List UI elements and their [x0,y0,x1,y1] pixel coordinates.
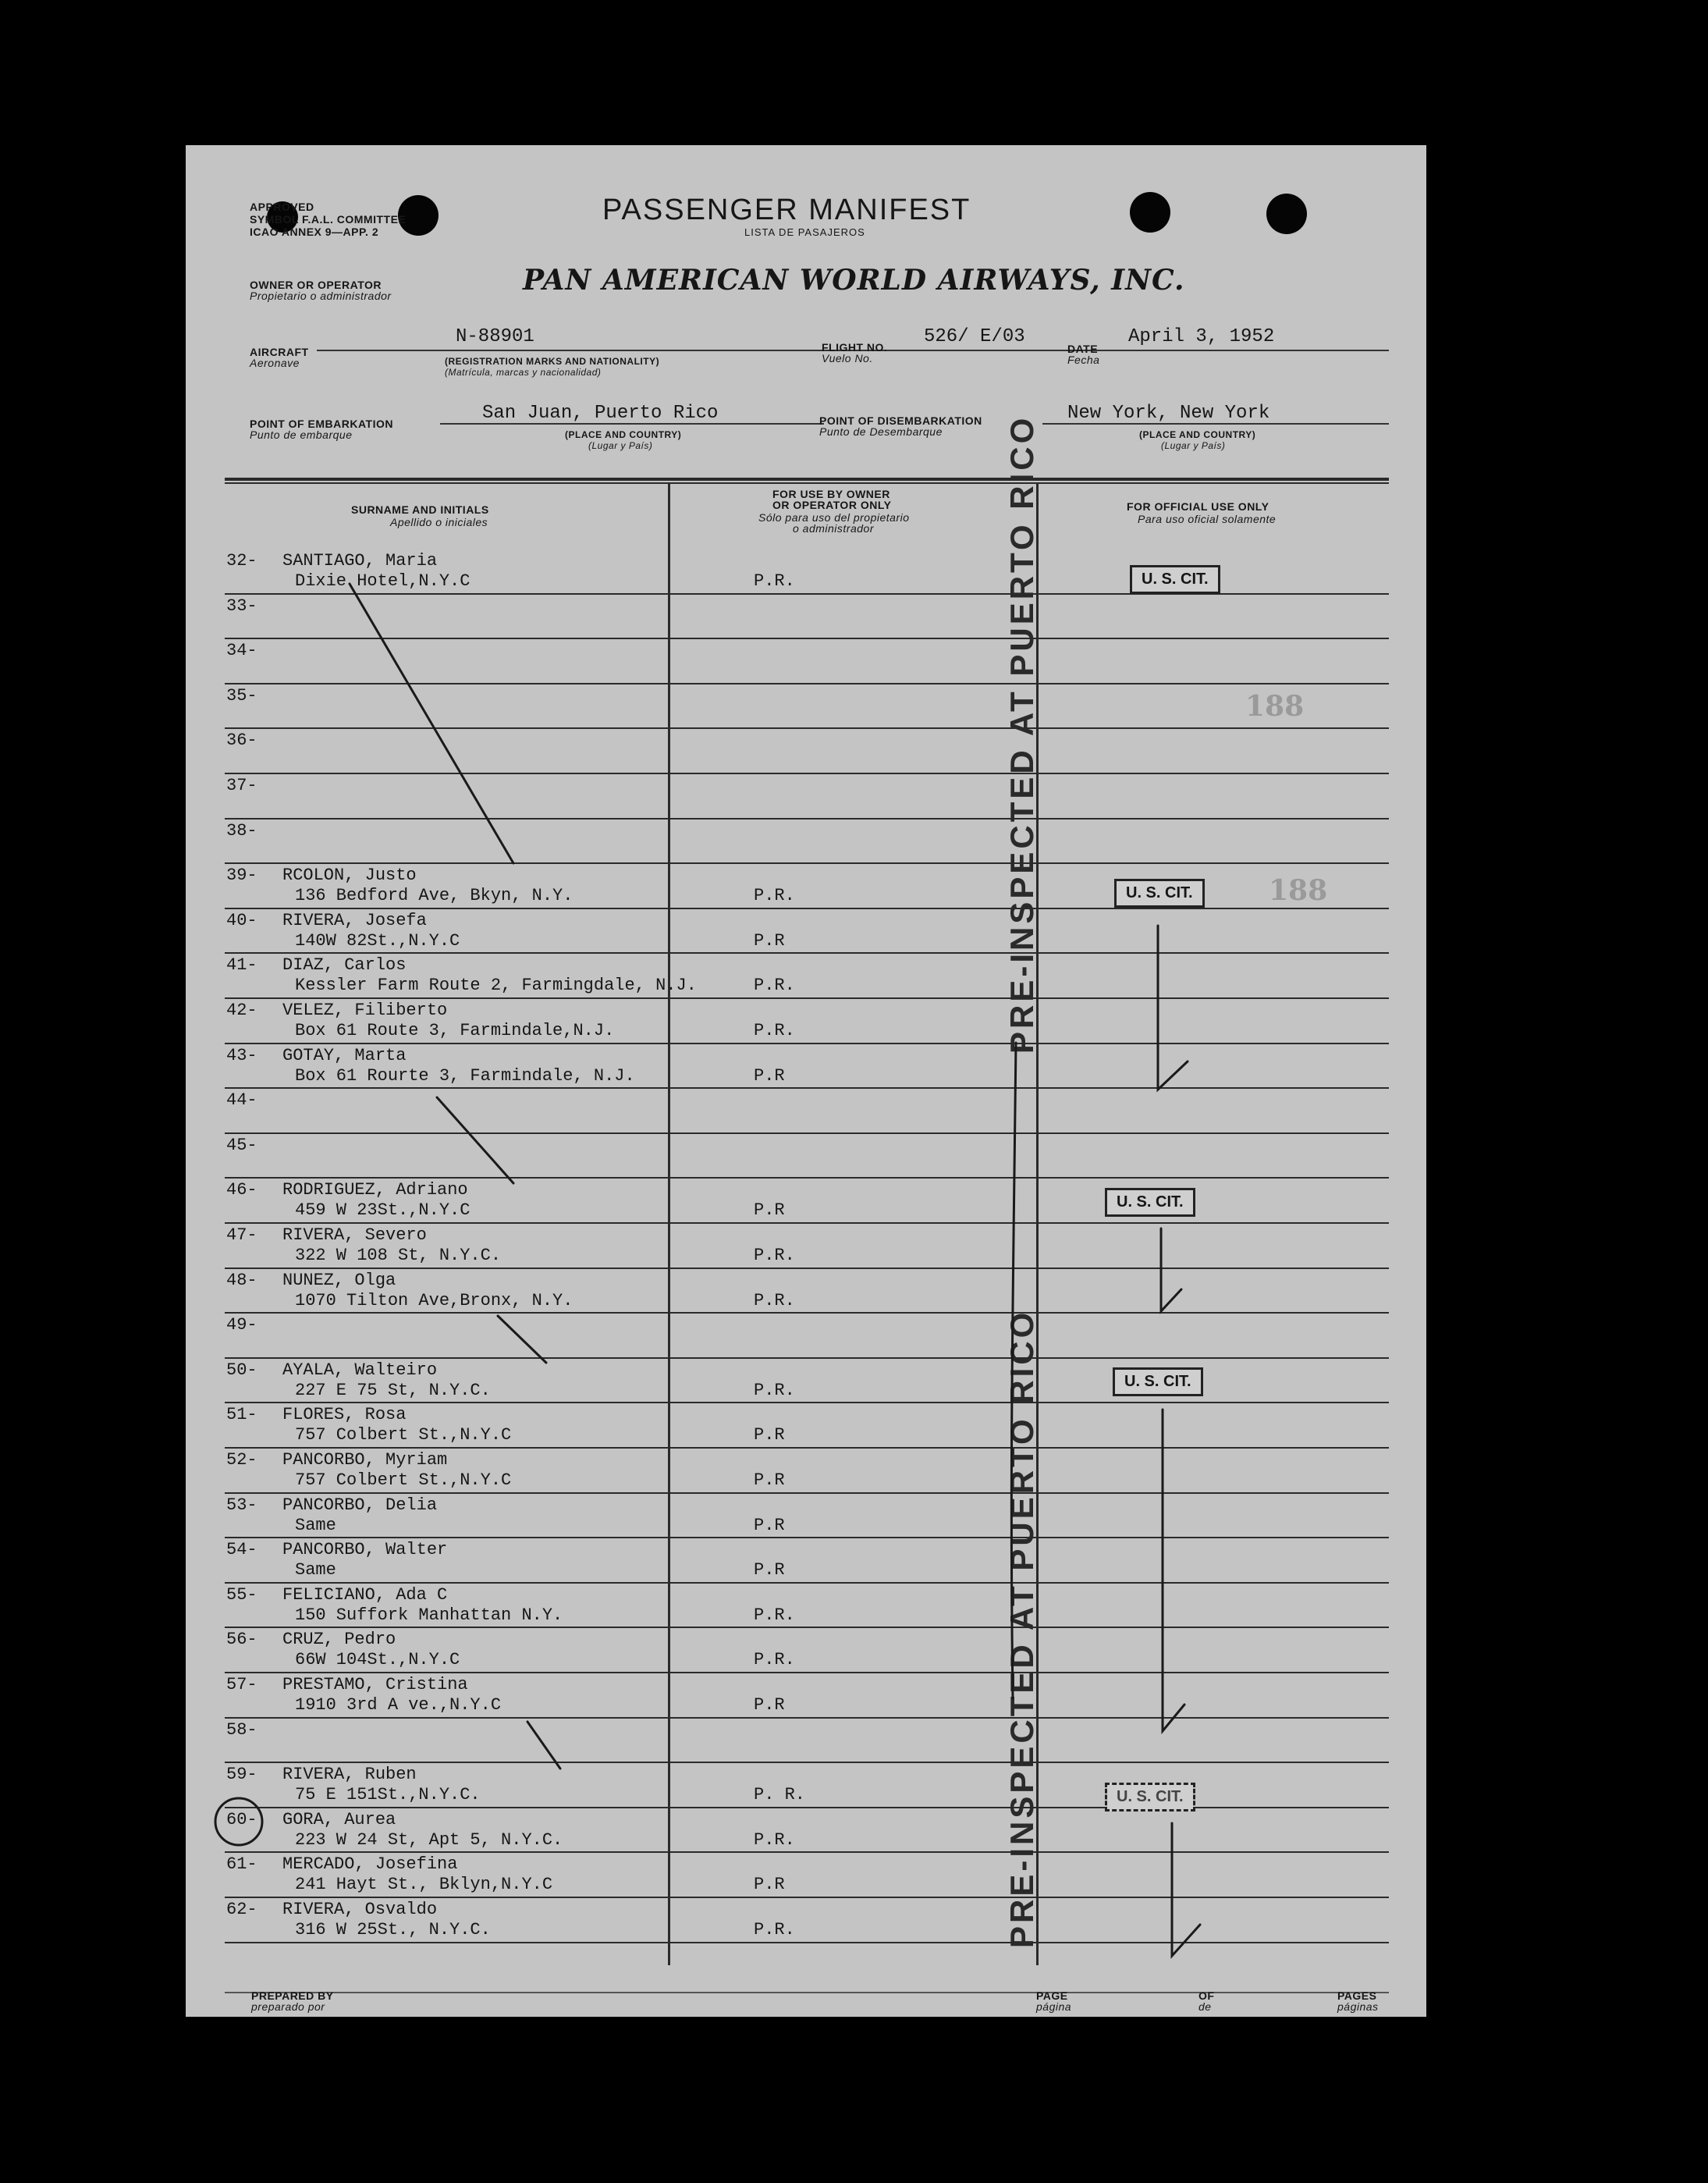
passenger-address: 75 E 151St.,N.Y.C. [295,1785,481,1805]
row-number: 35- [226,685,257,706]
owner-use-code: P.R. [754,1290,795,1310]
owner-use-code: P.R [754,1065,785,1086]
row-number: 54- [226,1540,257,1560]
pages-label: PAGES [1337,1989,1377,2002]
registration-note: (REGISTRATION MARKS AND NATIONALITY) [445,356,660,367]
date-value: April 3, 1952 [1128,326,1275,347]
pages-label-es: páginas [1337,2000,1379,2013]
passenger-name: GOTAY, Marta [282,1045,407,1065]
row-number: 59- [226,1765,257,1785]
embark-value: San Juan, Puerto Rico [482,403,719,424]
embark-place-note: (PLACE AND COUNTRY) [565,429,682,440]
owner-use-code: P.R [754,1560,785,1580]
row-number: 62- [226,1900,257,1919]
of-label-es: de [1198,2000,1212,2013]
passenger-name: FELICIANO, Ada C [282,1584,448,1605]
page-title: PASSENGER MANIFEST [602,194,971,226]
prepared-by-label-es: preparado por [251,2000,325,2013]
passenger-address: 66W 104St.,N.Y.C [295,1650,460,1670]
handwritten-marks [186,145,1426,2017]
col-surname-header-es: Apellido o iniciales [390,516,488,528]
owner-use-code: P.R [754,1875,785,1895]
passenger-name: RODRIGUEZ, Adriano [282,1180,468,1200]
row-number: 39- [226,866,257,886]
owner-label: OWNER OR OPERATOR [250,279,382,291]
approved-committee: SYMBOL F.A.L. COMMITTEE [250,213,407,226]
row-number: 45- [226,1135,257,1155]
owner-use-code: P.R. [754,1829,795,1850]
owner-use-code: P.R [754,1695,785,1715]
row-number: 48- [226,1270,257,1290]
row-number: 33- [226,596,257,616]
row-number: 47- [226,1225,257,1245]
owner-use-code: P.R [754,1425,785,1445]
disembark-place-note-es: (Lugar y País) [1161,440,1226,451]
passenger-name: AYALA, Walteiro [282,1360,438,1380]
passenger-name: NUNEZ, Olga [282,1270,396,1290]
airline-name: PAN AMERICAN WORLD AIRWAYS, INC. [523,264,1185,297]
owner-use-code: P.R. [754,1605,795,1625]
date-label-es: Fecha [1067,354,1100,366]
passenger-address: 136 Bedford Ave, Bkyn, N.Y. [295,886,573,906]
passenger-address: 241 Hayt St., Bklyn,N.Y.C [295,1875,553,1895]
owner-use-code: P.R. [754,1380,795,1400]
passenger-name: PRESTAMO, Cristina [282,1675,468,1694]
embark-label: POINT OF EMBARKATION [250,418,393,430]
owner-use-code: P.R. [754,886,795,906]
embark-place-note-es: (Lugar y País) [588,440,653,451]
passenger-address: Dixie Hotel,N.Y.C [295,571,470,591]
col-owner-header-2: OR OPERATOR ONLY [772,499,892,511]
row-number: 32- [226,551,257,571]
col-owner-header: FOR USE BY OWNER [772,488,890,500]
passenger-name: RIVERA, Osvaldo [282,1900,438,1919]
of-label: OF [1198,1989,1215,2002]
row-number: 58- [226,1719,257,1740]
aircraft-label-es: Aeronave [250,357,300,369]
us-citizen-stamp: U. S. CIT. [1105,1783,1195,1811]
passenger-name: CRUZ, Pedro [282,1630,396,1650]
passenger-name: RIVERA, Severo [282,1225,427,1245]
passenger-address: 757 Colbert St.,N.Y.C [295,1470,512,1490]
approved-label: APPROVED [250,201,314,213]
stamp-number: 188 [1269,874,1328,907]
manifest-sheet [186,145,1426,2017]
owner-use-code: P.R. [754,1650,795,1670]
passenger-name: PANCORBO, Myriam [282,1450,448,1470]
owner-use-code: P. R. [754,1785,806,1805]
row-number: 36- [226,731,257,751]
stamp-number: 188 [1245,690,1305,723]
col-official-header: FOR OFFICIAL USE ONLY [1127,500,1269,513]
flight-value: 526/ E/03 [924,326,1025,347]
owner-use-code: P.R. [754,1246,795,1265]
passenger-name: PANCORBO, Walter [282,1540,448,1560]
row-number: 43- [226,1045,257,1065]
disembark-value: New York, New York [1067,403,1270,424]
owner-use-code: P.R [754,1470,785,1490]
passenger-address: Box 61 Route 3, Farmindale,N.J. [295,1021,615,1040]
col-surname-header: SURNAME AND INITIALS [351,503,489,516]
row-number: 42- [226,1001,257,1020]
aircraft-value: N-88901 [456,326,534,347]
page-label-es: página [1036,2000,1072,2013]
preinspected-stamp: PRE-INSPECTED AT PUERTO RICO [1003,1309,1040,1948]
owner-use-code: P.R. [754,976,795,996]
col-owner-header-3: Sólo para uso del propietario [758,511,910,524]
page-subtitle: LISTA DE PASAJEROS [744,226,865,238]
disembark-place-note: (PLACE AND COUNTRY) [1139,429,1256,440]
passenger-name: PANCORBO, Delia [282,1495,438,1515]
passenger-name: MERCADO, Josefina [282,1854,458,1875]
row-number: 61- [226,1854,257,1875]
flight-label-es: Vuelo No. [822,352,873,364]
row-number: 57- [226,1675,257,1694]
row-number: 50- [226,1360,257,1380]
passenger-address: 140W 82St.,N.Y.C [295,930,460,951]
passenger-address: 316 W 25St., N.Y.C. [295,1920,491,1939]
disembark-label-es: Punto de Desembarque [819,425,943,438]
passenger-address: Same [295,1515,336,1535]
passenger-address: 322 W 108 St, N.Y.C. [295,1246,502,1265]
preinspected-stamp: PRE-INSPECTED AT PUERTO RICO [1003,414,1040,1054]
passenger-name: GORA, Aurea [282,1809,396,1829]
passenger-name: VELEZ, Filiberto [282,1001,448,1020]
passenger-name: RIVERA, Josefa [282,910,427,930]
passenger-address: 227 E 75 St, N.Y.C. [295,1380,491,1400]
col-official-header-es: Para uso oficial solamente [1138,513,1277,525]
disembark-label: POINT OF DISEMBARKATION [819,414,982,427]
aircraft-label: AIRCRAFT [250,346,309,358]
passenger-name: RIVERA, Ruben [282,1765,417,1785]
row-number: 38- [226,820,257,841]
passenger-address: 1910 3rd A ve.,N.Y.C [295,1695,502,1715]
row-number: 60- [226,1809,257,1829]
registration-note-es: (Matrícula, marcas y nacionalidad) [445,367,602,378]
passenger-name: FLORES, Rosa [282,1405,407,1425]
row-number: 44- [226,1090,257,1111]
us-citizen-stamp: U. S. CIT. [1105,1188,1195,1217]
row-number: 55- [226,1584,257,1605]
row-number: 41- [226,955,257,976]
row-number: 51- [226,1405,257,1425]
passenger-address: 150 Suffork Manhattan N.Y. [295,1605,563,1625]
us-citizen-stamp: U. S. CIT. [1113,1367,1203,1396]
row-number: 56- [226,1630,257,1650]
approved-annex: ICAO ANNEX 9—APP. 2 [250,226,379,238]
passenger-address: 459 W 23St.,N.Y.C [295,1200,470,1221]
row-number: 37- [226,776,257,795]
passenger-name: SANTIAGO, Maria [282,551,438,571]
owner-use-code: P.R. [754,1920,795,1939]
owner-use-code: P.R. [754,1021,795,1040]
owner-label-es: Propietario o administrador [250,290,392,302]
passenger-name: DIAZ, Carlos [282,955,407,976]
row-number: 40- [226,910,257,930]
passenger-address: Box 61 Rourte 3, Farmindale, N.J. [295,1065,635,1086]
owner-use-code: P.R [754,1200,785,1221]
row-number: 34- [226,641,257,661]
passenger-address: 1070 Tilton Ave,Bronx, N.Y. [295,1290,573,1310]
passenger-address: Kessler Farm Route 2, Farmingdale, N.J. [295,976,697,996]
flight-label: FLIGHT NO. [822,341,888,354]
passenger-address: 757 Colbert St.,N.Y.C [295,1425,512,1445]
row-number: 46- [226,1180,257,1200]
passenger-name: RCOLON, Justo [282,866,417,886]
col-owner-header-4: o administrador [793,522,874,535]
row-number: 49- [226,1315,257,1335]
prepared-by-label: PREPARED BY [251,1989,334,2002]
owner-use-code: P.R. [754,571,795,591]
us-citizen-stamp: U. S. CIT. [1114,879,1205,908]
owner-use-code: P.R [754,1515,785,1535]
page-label: PAGE [1036,1989,1068,2002]
row-number: 53- [226,1495,257,1515]
owner-use-code: P.R [754,930,785,951]
embark-label-es: Punto de embarque [250,428,353,441]
us-citizen-stamp: U. S. CIT. [1130,565,1220,594]
row-number: 52- [226,1450,257,1470]
passenger-address: 223 W 24 St, Apt 5, N.Y.C. [295,1829,563,1850]
passenger-address: Same [295,1560,336,1580]
date-label: DATE [1067,343,1099,355]
